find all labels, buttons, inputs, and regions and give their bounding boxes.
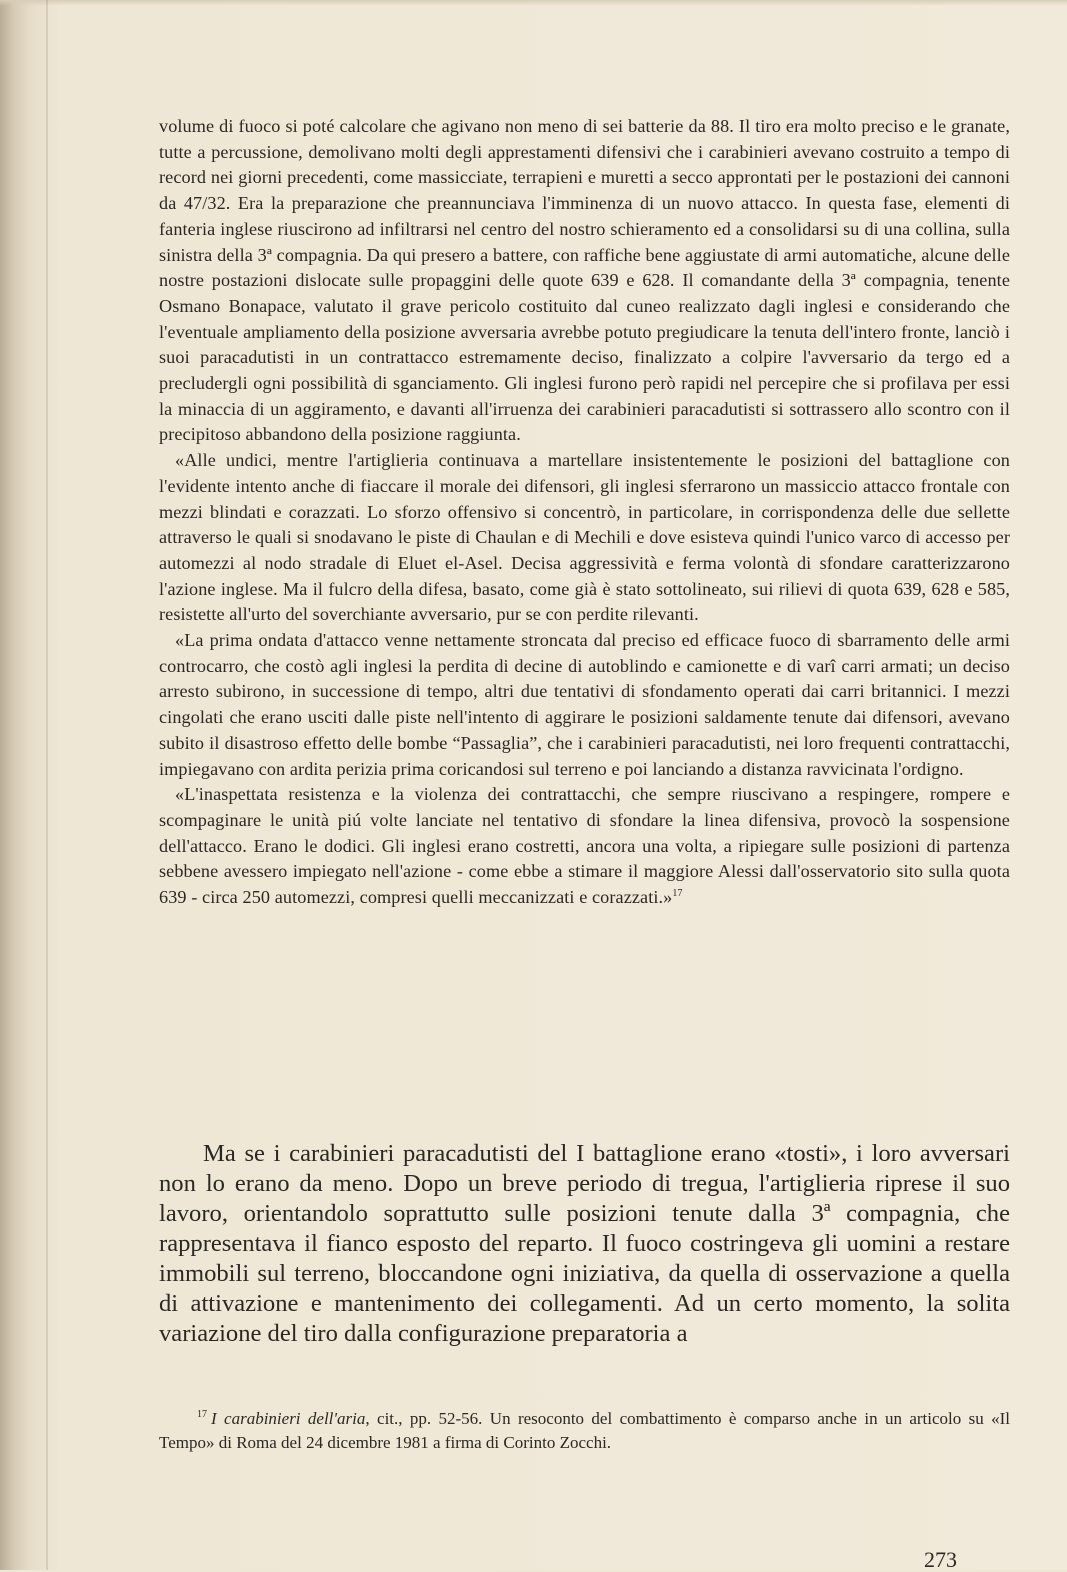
- paragraph-1: volume di fuoco si poté calcolare che agivano non meno di sei batterie da 88. Il tiro era molto preciso e le granate, tutte a percussione, demolivano molti degli apprestamenti difensivi che i carabinieri avevano costruito a tempo di record nei giorni precedenti, come massicciate, terrapieni e muretti a secco approntati per le postazioni dei cannoni da 47/32. Era la preparazione che preannunciava l'imminenza di un nuovo attacco. In questa fase, elementi di fanteria inglese riuscirono ad infiltrarsi nel centro del nostro schieramento ed a consolidarsi su di una collina, sulla sinistra della 3ª compagnia. Da qui presero a battere, con raffiche bene aggiustate di armi automatiche, alcune delle nostre postazioni dislocate sulle propaggini delle quote 639 e 628. Il comandante della 3ª compagnia, tenente Osmano Bonapace, valutato il grave pericolo costituito dal cuneo realizzato dagli inglesi e considerando che l'eventuale ampliamento della posizione avversaria avrebbe potuto pregiudicare la tenuta dell'intero fronte, lanciò i suoi paracadutisti in un contrattacco estremamente deciso, finalizzato a colpire l'avversario da tergo ed a precludergli ogni possibilità di sganciamento. Gli inglesi furono però rapidi nel percepire che si profilava per essi la minaccia di un aggiramento, e davanti all'irruenza dei carabinieri paracadutisti si sottrassero allo scontro con il precipitoso abbandono della posizione raggiunta.: [159, 116, 1010, 445]
- paragraph-4: [159, 782, 1010, 911]
- footnote-text: , cit., pp. 52-56. Un resoconto del combattimento è comparso anche in un articolo su «Il Tempo» di Roma del 24 dicembre 1981 a firma di Corinto Zocchi.: [159, 1409, 1011, 1452]
- footnote-reference: 17: [672, 888, 683, 900]
- footnote-number: 17: [197, 1409, 207, 1421]
- footnote: [159, 1407, 1010, 1455]
- page-number: 273: [924, 1547, 957, 1572]
- page-top-shadow: [0, 0, 1067, 6]
- large-paragraph: Ma se i carabinieri paracadutisti del I battaglione erano «tosti», i loro avversari non lo erano da meno. Dopo un breve periodo di tregua, l'artiglieria riprese il suo lavoro, orientandolo soprattutto sulle posizioni tenute dalla 3ª compagnia, che rappresentava il fianco esposto del reparto. Il fuoco costringeva gli uomini a restare immobili sul terreno, bloccandone ogni iniziativa, da quella di osservazione a quella di attivazione e mantenimento dei collegamenti. Ad un certo momento, la solita variazione del tiro dalla configurazione preparatoria a: [159, 1140, 1010, 1347]
- footnote-title: I carabinieri dell'aria: [211, 1409, 366, 1428]
- main-text: [159, 1139, 1010, 1349]
- binding-gutter: [46, 0, 48, 1570]
- quoted-narrative: [159, 114, 1010, 911]
- paragraph-4-text: «L'inaspettata resistenza e la violenza dei contrattacchi, che sempre riuscivano a respingere, rompere e scompaginare le unità piú volte lanciate nel tentativo di sfondare la linea difensiva, provocò la sospensione dell'attacco. Erano le dodici. Gli inglesi erano costretti, ancora una volta, a ripiegare sulle posizioni di partenza sebbene avessero impiegato nell'azione - come ebbe a stimare il maggiore Alessi dall'osservatorio sito sulla quota 639 - circa 250 automezzi, compresi quelli meccanizzati e corazzati.»: [159, 784, 1010, 908]
- paragraph-3: «La prima ondata d'attacco venne nettamente stroncata dal preciso ed efficace fuoco di sbarramento delle armi controcarro, che costò agli inglesi la perdita di decine di autoblindo e camionette e di varî carri armati; un deciso arresto subirono, in successione di tempo, altri due tentativi di sfondamento operati dai carri britannici. I mezzi cingolati che erano usciti dalle piste nell'intento di aggirare le posizioni saldamente tenute dai difensori, avevano subito il disastroso effetto delle bombe “Passaglia”, che i carabinieri paracadutisti, nei loro frequenti contrattacchi, impiegavano con ardita perizia prima coricandosi sul terreno e poi lanciando a distanza ravvicinata l'ordigno.: [159, 630, 1010, 779]
- paragraph-2: «Alle undici, mentre l'artiglieria continuava a martellare insistentemente le posizioni del battaglione con l'evidente intento anche di fiaccare il morale dei difensori, gli inglesi sferrarono un massiccio attacco frontale con mezzi blindati e corazzati. Lo sforzo offensivo si concentrò, in particolare, in corrispondenza delle due sellette attraverso le quali si snodavano le piste di Chaulan e di Mechili e dove esisteva quindi l'unico varco di accesso per automezzi al nodo stradale di Eluet el-Asel. Decisa aggressività e ferma volontà di sfondare caratterizzarono l'azione inglese. Ma il fulcro della difesa, basato, come già è stato sottolineato, sui rilievi di quota 639, 628 e 585, resistette all'urto del soverchiante avversario, pur se con perdite rilevanti.: [159, 450, 1010, 625]
